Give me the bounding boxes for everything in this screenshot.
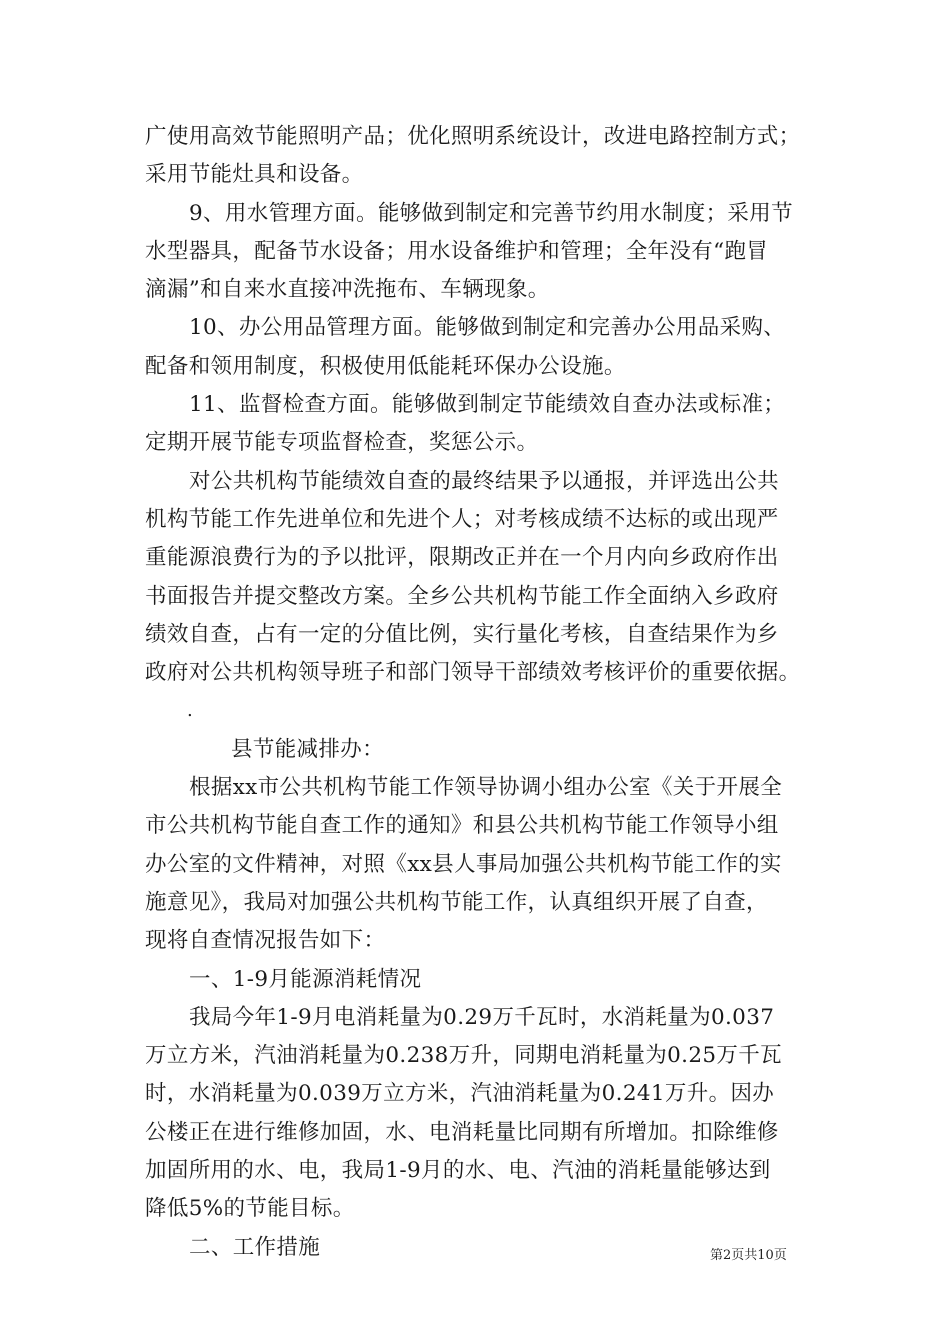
text-line: . [187,700,194,722]
text-line: 定期开展节能专项监督检查，奖惩公示。 [145,430,539,456]
text-line: 二、工作措施 [189,1234,321,1260]
text-line: 现将自查情况报告如下： [145,928,386,954]
text-line: 县节能减排办： [231,736,384,762]
text-line: 加固所用的水、电，我局1-9月的水、电、汽油的消耗量能够达到 [145,1158,771,1184]
text-line: 办公室的文件精神，对照《xx县人事局加强公共机构节能工作的实 [145,851,782,877]
text-line: 根据xx市公共机构节能工作领导协调小组办公室《关于开展全 [189,775,783,801]
text-line: 绩效自查，占有一定的分值比例，实行量化考核，自查结果作为乡 [145,621,779,647]
text-line: 对公共机构节能绩效自查的最终结果予以通报，并评选出公共 [189,468,779,494]
text-line: 政府对公共机构领导班子和部门领导干部绩效考核评价的重要依据。 [145,660,801,686]
text-line: 万立方米，汽油消耗量为0.238万升，同期电消耗量为0.25万千瓦 [145,1043,782,1069]
text-line: 机构节能工作先进单位和先进个人；对考核成绩不达标的或出现严 [145,506,779,532]
text-line: 公楼正在进行维修加固，水、电消耗量比同期有所增加。扣除维修 [145,1119,779,1145]
document-body [145,118,825,1267]
text-line: 水型器具，配备节水设备；用水设备维护和管理；全年没有“跑冒 [145,238,769,264]
text-line: 降低5%的节能目标。 [145,1196,355,1222]
text-line: 时，水消耗量为0.039万立方米，汽油消耗量为0.241万升。因办 [145,1081,775,1107]
page-number: 第2页共10页 [710,1248,787,1263]
text-line: 一、1-9月能源消耗情况 [189,966,422,992]
text-line: 11、监督检查方面。能够做到制定节能绩效自查办法或标准； [189,392,786,418]
text-line: 10、办公用品管理方面。能够做到制定和完善办公用品采购、 [189,315,786,341]
text-line: 广使用高效节能照明产品；优化照明系统设计，改进电路控制方式； [145,124,801,149]
text-line: 采用节能灶具和设备。 [145,162,364,188]
text-line: 我局今年1-9月电消耗量为0.29万千瓦时，水消耗量为0.037 [189,1004,775,1030]
text-line: 施意见》，我局对加强公共机构节能工作，认真组织开展了自查， [145,889,768,915]
text-line: 重能源浪费行为的予以批评，限期改正并在一个月内向乡政府作出 [145,545,779,571]
text-line: 市公共机构节能自查工作的通知》和县公共机构节能工作领导小组 [145,813,779,839]
text-line: 9、用水管理方面。能够做到制定和完善节约用水制度；采用节 [189,200,793,226]
text-line: 配备和领用制度，积极使用低能耗环保办公设施。 [145,353,626,379]
text-line: 滴漏”和自来水直接冲洗拖布、车辆现象。 [145,277,550,303]
text-line: 书面报告并提交整改方案。全乡公共机构节能工作全面纳入乡政府 [145,583,779,609]
